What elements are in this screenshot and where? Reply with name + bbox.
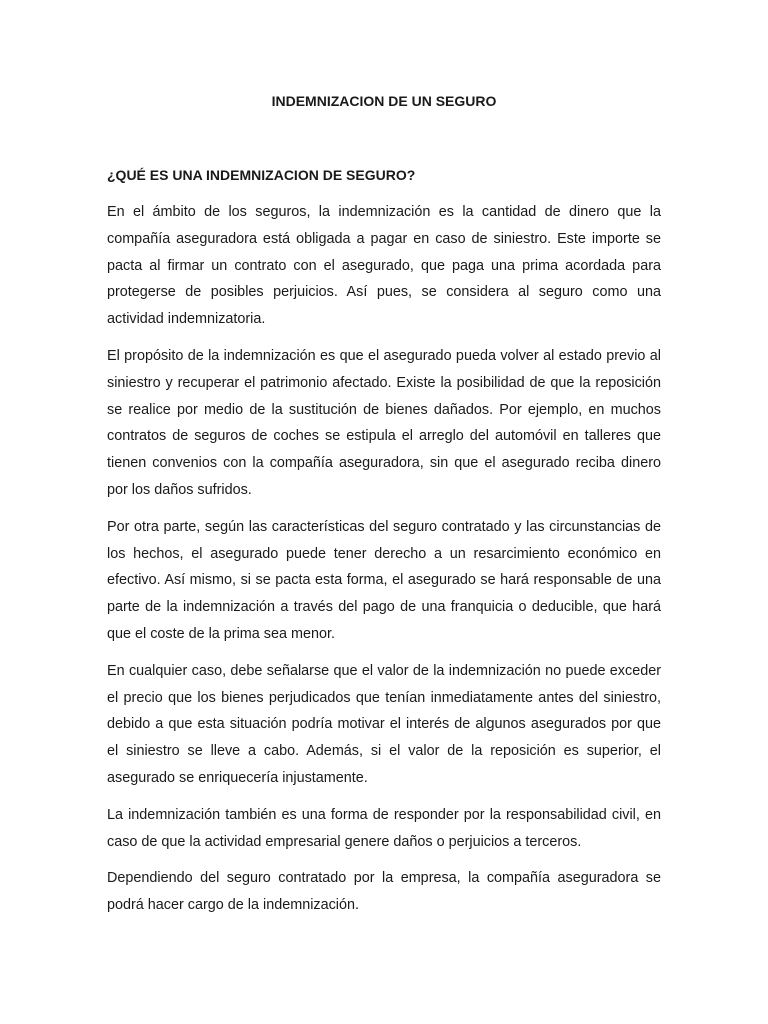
paragraph-5: La indemnización también es una forma de responder por la responsabilidad civil, en caso de que la actividad empresarial genere daños o perjuicios a terceros. — [107, 806, 661, 850]
paragraph-6: Dependiendo del seguro contratado por la empresa, la compañía aseguradora se podrá hacer cargo de la indemnización. — [107, 870, 661, 914]
document-body — [107, 199, 661, 929]
paragraph-4: En cualquier caso, debe señalarse que el valor de la indemnización no puede exceder el precio que los bienes perjudicados que tenían inmediatamente antes del siniestro, debido a que esta situación podría motivar el interés de algunos asegurados por que el siniestro se lleve a cabo. Además, si el valor de la reposición es superior, el asegurado se enriquecería injustamente. — [107, 662, 661, 786]
section-heading: ¿QUÉ ES UNA INDEMNIZACION DE SEGURO? — [107, 167, 416, 183]
document-title: INDEMNIZACION DE UN SEGURO — [271, 93, 497, 109]
paragraph-1: En el ámbito de los seguros, la indemnización es la cantidad de dinero que la compañía aseguradora está obligada a pagar en caso de siniestro. Este importe se pacta al firmar un contrato con el asegurado, que paga una prima acordada para protegerse de posibles perjuicios. Así pues, se considera al seguro como una actividad indemnizatoria. — [107, 204, 661, 328]
paragraph-2: El propósito de la indemnización es que el asegurado pueda volver al estado previo al siniestro y recuperar el patrimonio afectado. Existe la posibilidad de que la reposición se realice por medio de la sustitución de bienes dañados. Por ejemplo, en muchos contratos de seguros de coches se estipula el arreglo del automóvil en talleres que tienen convenios con la compañía aseguradora, sin que el asegurado reciba dinero por los daños sufridos. — [107, 347, 661, 498]
paragraph-3: Por otra parte, según las características del seguro contratado y las circunstancias de los hechos, el asegurado puede tener derecho a un resarcimiento económico en efectivo. Así mismo, si se pacta esta forma, el asegurado se hará responsable de una parte de la indemnización a través del pago de una franquicia o deducible, que hará que el coste de la prima sea menor. — [107, 518, 661, 642]
